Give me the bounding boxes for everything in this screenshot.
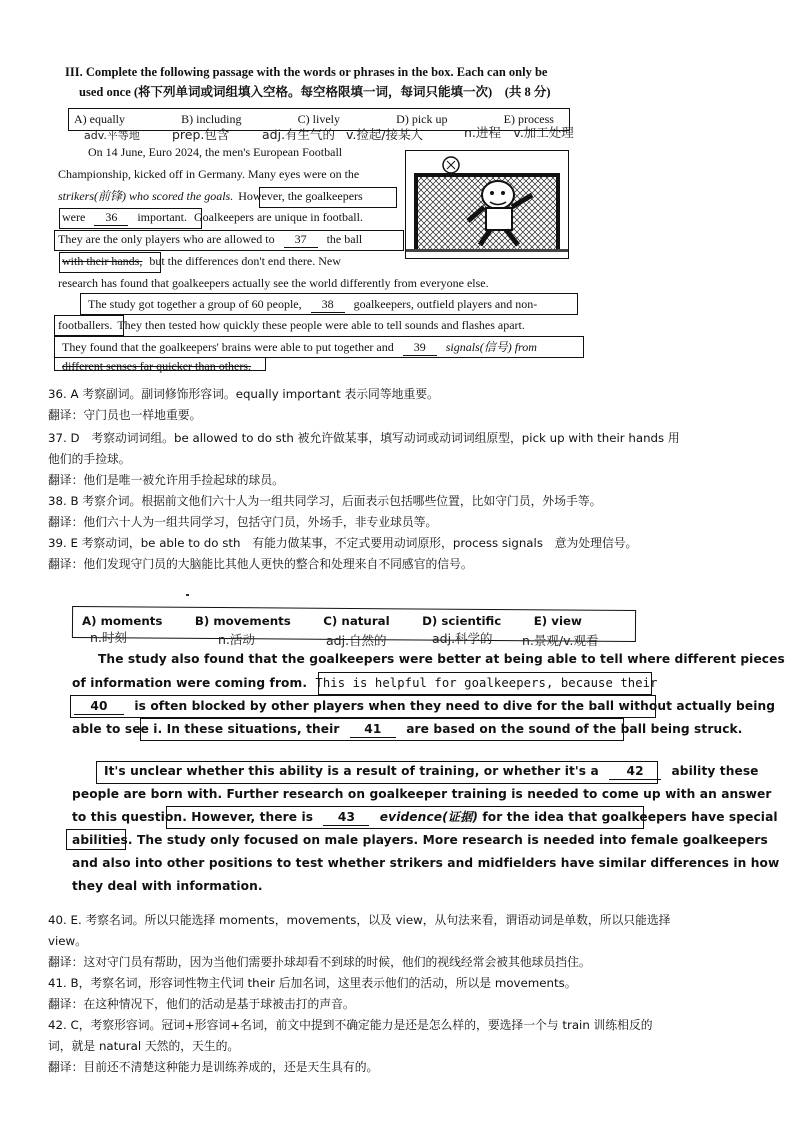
handwritten-note-d2: adj.科学的 (432, 631, 493, 646)
highlight-box-were-important (59, 208, 202, 229)
highlight-box-situations (140, 718, 624, 741)
translation-36: 翻译：守门员也一样地重要。 (48, 408, 202, 422)
blank-43[interactable]: 43 (323, 810, 369, 826)
highlight-box-footballers (54, 315, 124, 336)
passage2-line9: and also into other positions to test whether strikers and midfielders have similar differences in how (72, 856, 780, 870)
goalkeeper-illustration (405, 150, 569, 259)
handwritten-note-d: v.捡起/接某人 (346, 127, 424, 142)
passage2-line5: It's unclear whether this ability is a result of training, or whether it's a 42 ability these (104, 764, 759, 778)
handwritten-note-c2: adj.自然的 (326, 633, 387, 648)
option-e: E) process (503, 112, 554, 126)
highlight-box-helpful (318, 672, 652, 695)
passage1-line1: On 14 June, Euro 2024, the men's European Football (88, 145, 343, 159)
word-options-2 (82, 614, 582, 628)
answer-40-cont: view。 (48, 934, 87, 948)
highlight-box-blocked (70, 695, 656, 718)
translation-40: 翻译：这对守门员有帮助，因为当他们需要扑球却看不到球的时候，他们的视线经常会被其他球员挡住。 (48, 955, 591, 969)
highlight-box-however (259, 187, 397, 208)
passage2-line2: of information were coming from. This is helpful for goalkeepers, because their (72, 676, 658, 690)
passage2-line1: The study also found that the goalkeepers were better at being able to tell where different pieces (98, 652, 785, 666)
handwritten-note-a2: n.时刻 (90, 630, 127, 645)
handwritten-note-b: prep.包含 (172, 127, 230, 142)
handwritten-note-a: adv.平等地 (84, 129, 140, 142)
option-d2: D) scientific (422, 614, 502, 628)
passage1-line6: with their hands, but the differences don't end there. New (62, 254, 341, 268)
option-e2: E) view (533, 614, 582, 628)
blank-39[interactable]: 39 (403, 340, 437, 356)
passage2-line8: abilities. The study only focused on male players. More research is needed into female goalkeepers (72, 833, 768, 847)
passage1-line3: strikers(前锋) who scored the goals. However, the goalkeepers (58, 189, 363, 203)
passage1-line7: research has found that goalkeepers actually see the world differently from everyone else. (58, 276, 489, 290)
highlight-box-evidence (166, 806, 644, 829)
handwritten-note-e2: n.景观/v.观看 (522, 633, 599, 648)
blank-40[interactable]: 40 (74, 699, 124, 715)
option-c: C) lively (297, 112, 340, 126)
highlight-box-senses (54, 357, 266, 371)
translation-37: 翻译：他们是唯一被允许用手捡起球的球员。 (48, 473, 284, 487)
answer-42: 42. C，考察形容词。冠词+形容词+名词，前文中提到不确定能力是还是怎么样的，要选择一个与 train 训练相反的 (48, 1018, 653, 1032)
option-a2: A) moments (82, 614, 163, 628)
option-d: D) pick up (396, 112, 448, 126)
answer-40: 40. E. 考察名词。所以只能选择 moments，movements，以及 view，从句法来看，谓语动词是单数，所以只能选择 (48, 913, 671, 927)
option-b: B) including (181, 112, 242, 126)
passage2-line10: they deal with information. (72, 879, 263, 893)
answer-39: 39. E 考察动词，be able to do sth 有能力做某事，不定式要用动词原形，process signals 意为处理信号。 (48, 536, 638, 550)
highlight-box-unclear (96, 761, 658, 784)
answer-41: 41. B，考察名词，形容词性物主代词 their 后加名词，这里表示他们的活动，所以是 movements。 (48, 976, 577, 990)
handwritten-note-c: adj.有生气的 (262, 127, 336, 142)
blank-37[interactable]: 37 (284, 232, 318, 248)
translation-38: 翻译：他们六十人为一组共同学习，包括守门员，外场手，非专业球员等。 (48, 515, 438, 529)
translation-41: 翻译：在这种情况下，他们的活动是基于球被击打的声音。 (48, 997, 355, 1011)
blank-38[interactable]: 38 (311, 297, 345, 313)
blank-36[interactable]: 36 (94, 210, 128, 226)
passage1-line8: The study got together a group of 60 people, 38 goalkeepers, outfield players and non- (88, 297, 538, 311)
option-a: A) equally (74, 112, 125, 126)
passage1-line2: Championship, kicked off in Germany. Many eyes were on the (58, 167, 360, 181)
passage2-line4: able to see i. In these situations, their 41 are based on the sound of the ball being struck. (72, 722, 743, 736)
highlight-box-abilities (66, 829, 126, 850)
passage2-line7: to this question. However, there is 43 evidence(证据) for the idea that goalkeepers have special (72, 810, 778, 824)
handwritten-note-e: n.进程 v.加工处理 (464, 125, 574, 140)
passage2-line6: people are born with. Further research on goalkeeper training is needed to come up with an answer (72, 787, 772, 801)
answer-36: 36. A 考察副词。副词修饰形容词。equally important 表示同等地重要。 (48, 387, 439, 401)
passage1-line9: footballers. They then tested how quickly these people were able to tell sounds and flashes apart. (58, 318, 525, 332)
passage2-line3: 40 is often blocked by other players when they need to dive for the ball without actually being (74, 695, 775, 718)
passage1-line5: They are the only players who are allowed to 37 the ball (58, 232, 363, 246)
answer-37: 37. D 考察动词词组。be allowed to do sth 被允许做某事，填写动词或动词词组原型，pick up with their hands 用 (48, 431, 680, 445)
answer-37-cont: 他们的手捡球。 (48, 452, 131, 466)
blank-42[interactable]: 42 (609, 764, 661, 780)
passage1-line4: were 36 important. Goalkeepers are unique in football. (62, 210, 363, 224)
highlight-box-study-group (80, 293, 578, 315)
handwritten-note-b2: n.活动 (218, 632, 255, 647)
instruction-line-1: III. Complete the following passage with the words or phrases in the box. Each can only be (65, 65, 548, 79)
option-c2: C) natural (323, 614, 390, 628)
highlight-box-only-players (54, 230, 404, 251)
answer-38: 38. B 考察介词。根据前文他们六十人为一组共同学习，后面表示包括哪些位置，比如守门员，外场手等。 (48, 494, 602, 508)
exercise-instruction (65, 62, 585, 102)
passage1-line11: different senses far quicker than others. (62, 359, 252, 373)
highlight-box-brains (54, 336, 584, 358)
highlight-box-with-hands (59, 252, 161, 273)
instruction-line-2: used once (将下列单词或词组填入空格。每空格限填一词，每词只能填一次) (共 8 分) (79, 85, 551, 99)
option-b2: B) movements (194, 614, 291, 628)
translation-39: 翻译：他们发现守门员的大脑能比其他人更快的整合和处理来自不同感官的信号。 (48, 557, 473, 571)
passage1-line10: They found that the goalkeepers' brains were able to put together and 39 signals(信号) from (62, 340, 537, 354)
stray-mark (186, 594, 189, 596)
answer-42-cont: 词，就是 natural 天然的，天生的。 (48, 1039, 240, 1053)
translation-42: 翻译：目前还不清楚这种能力是训练养成的，还是天生具有的。 (48, 1060, 379, 1074)
blank-41[interactable]: 41 (350, 722, 396, 738)
